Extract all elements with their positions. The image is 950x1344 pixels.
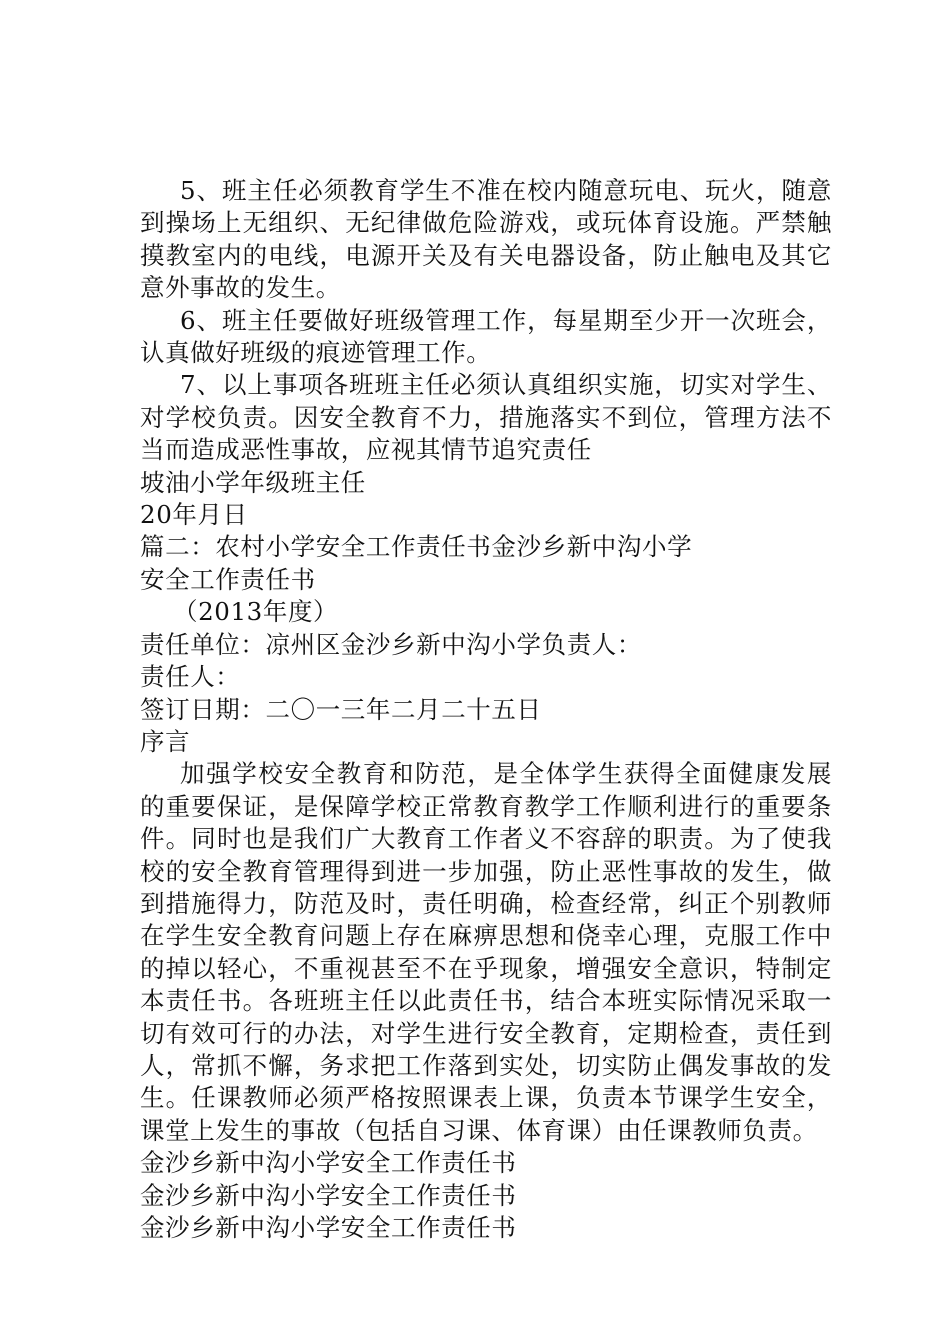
part2-title: 安全工作责任书 [140,564,316,594]
responsible-person-line: 责任人： [140,662,241,692]
signature-line: 坡油小学年级班主任 [140,467,366,497]
footer-line-1: 金沙乡新中沟小学安全工作责任书 [140,1148,517,1178]
footer-line-2: 金沙乡新中沟小学安全工作责任书 [140,1180,517,1210]
part2-heading: 篇二：农村小学安全工作责任书金沙乡新中沟小学 [140,532,693,562]
responsible-unit-line: 责任单位：凉州区金沙乡新中沟小学负责人： [140,629,642,659]
document-body [140,175,832,1244]
paragraph-item-5: 5、班主任必须教育学生不准在校内随意玩电、玩火，随意到操场上无组织、无纪律做危险游戏，或玩体育设施。严禁触摸教室内的电线，电源开关及有关电器设备，防止触电及其它意外事故的发生。 [140,176,832,303]
preface-title: 序言 [140,726,191,756]
signing-date-line: 签订日期：二〇一三年二月二十五日 [140,694,542,724]
footer-line-3: 金沙乡新中沟小学安全工作责任书 [140,1213,517,1242]
paragraph-item-7: 7、以上事项各班班主任必须认真组织实施，切实对学生、对学校负责。因安全教育不力，措施落实不到位，管理方法不当而造成恶性事故，应视其情节追究责任 [140,370,832,465]
part2-year: （2013年度） [173,597,339,627]
paragraph-item-6: 6、班主任要做好班级管理工作，每星期至少开一次班会，认真做好班级的痕迹管理工作。 [140,305,832,368]
preface-paragraph: 加强学校安全教育和防范，是全体学生获得全面健康发展的重要保证，是保障学校正常教育教学工作顺利进行的重要条件。同时也是我们广大教育工作者义不容辞的职责。为了使我校的安全教育管理得到进一步加强，防止恶性事故的发生，做到措施得力，防范及时，责任明确，检查经常，纠正个别教师在学生安全教育问题上存在麻痹思想和侥幸心理，克服工作中的掉以轻心，不重视甚至不在乎现象，增强安全意识，特制定本责任书。各班班主任以此责任书，结合本班实际情况采取一切有效可行的办法，对学生进行安全教育，定期检查，责任到人，常抓不懈，务求把工作落到实处，切实防止偶发事故的发生。任课教师必须严格按照课表上课，负责本节课学生安全，课堂上发生的事故（包括自习课、体育课）由任课教师负责。 [140,759,832,1145]
date-line: 20年月日 [140,500,248,530]
